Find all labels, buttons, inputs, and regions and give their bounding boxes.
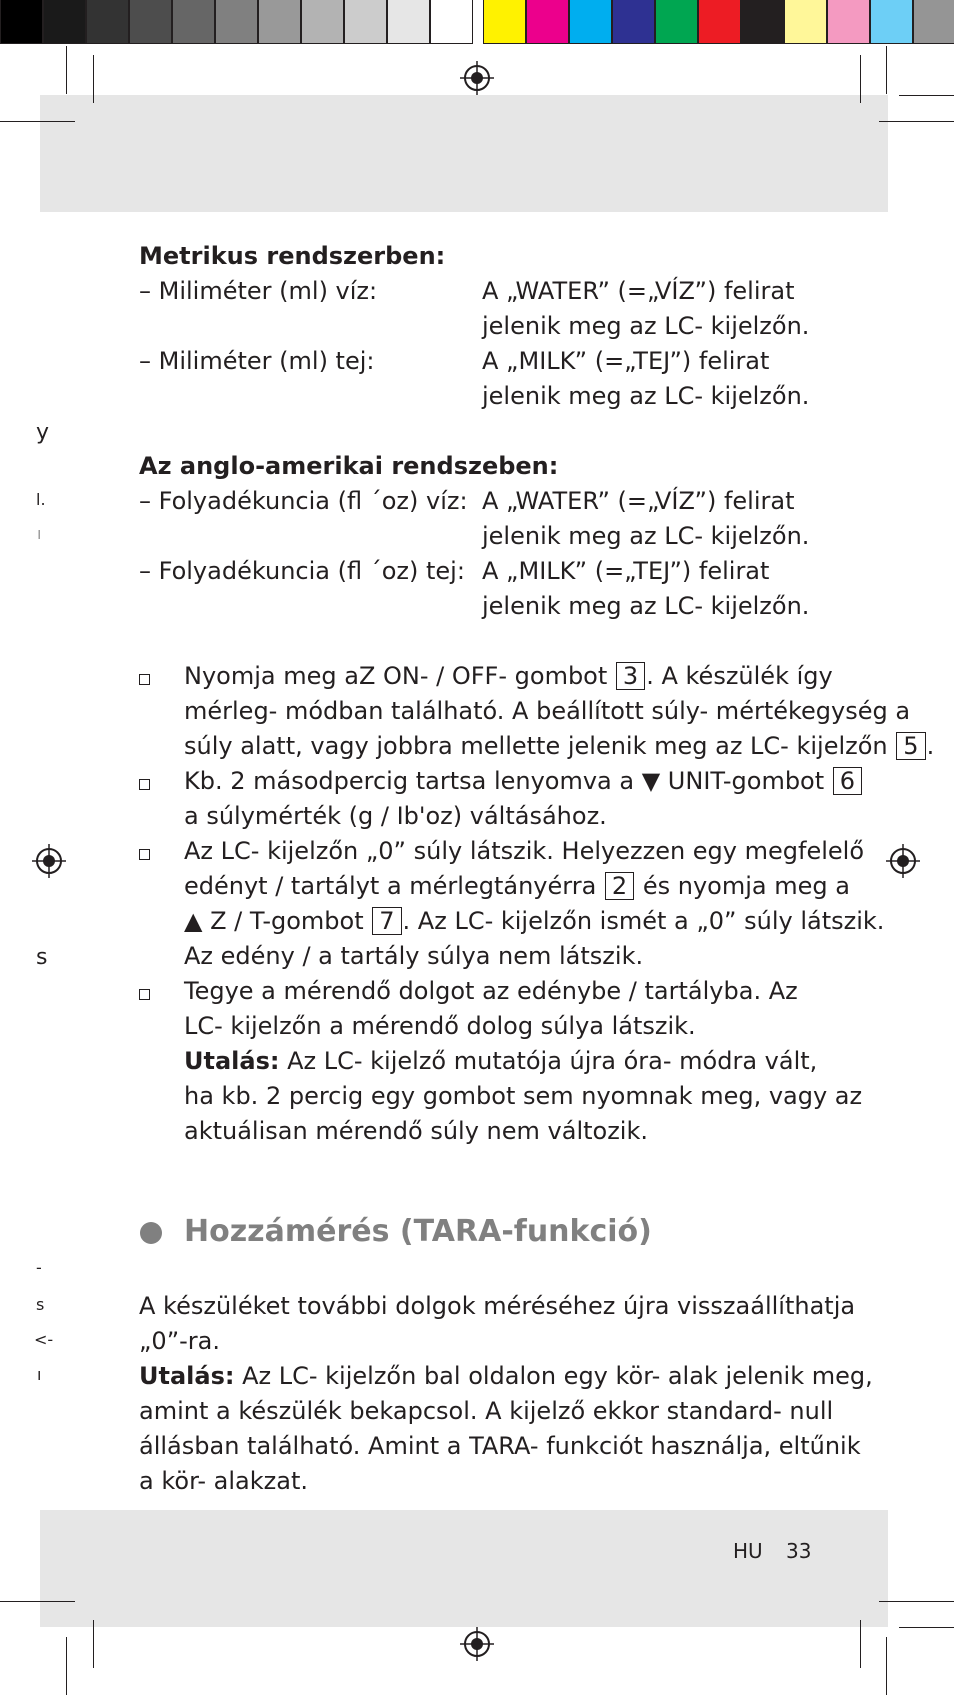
note-label: Utalás: xyxy=(139,1362,235,1390)
greyscale-bar xyxy=(0,0,473,46)
color-swatch xyxy=(526,0,569,44)
color-swatch xyxy=(301,0,344,44)
registration-mark-icon xyxy=(460,1627,494,1661)
color-swatch xyxy=(129,0,172,44)
crop-mark xyxy=(879,121,954,122)
color-swatch xyxy=(387,0,430,44)
part-number-box: 3 xyxy=(616,662,645,690)
step-3-line: Az edény / a tartály súlya nem látszik. xyxy=(184,942,644,970)
registration-mark-icon xyxy=(32,844,66,878)
step-2-line xyxy=(184,764,863,799)
step-4-line: aktuálisan mérendő súly nem változik. xyxy=(184,1117,648,1145)
section-paragraph-line: a kör- alakzat. xyxy=(139,1467,309,1495)
metric-row-value: A „WATER” (=„VÍZ”) felirat xyxy=(482,277,795,305)
footer-language: HU xyxy=(733,1539,763,1563)
margin-fragment: ı xyxy=(37,1365,42,1384)
crop-mark xyxy=(899,1627,954,1628)
color-swatch xyxy=(569,0,612,44)
color-swatch xyxy=(827,0,870,44)
step-text: Kb. 2 másodpercig tartsa lenyomva a ▼ UNIT-gombot xyxy=(184,767,825,795)
crop-mark xyxy=(886,46,887,94)
step-text: Az LC- kijelző mutatója újra óra- módra vált, xyxy=(279,1047,818,1075)
section-paragraph-line: amint a készülék bekapcsol. A kijelző ekkor standard- null xyxy=(139,1397,834,1425)
color-swatch xyxy=(698,0,741,44)
checkbox-bullet-icon xyxy=(139,674,150,685)
step-1-line xyxy=(184,659,833,694)
margin-fragment: <- xyxy=(34,1330,54,1349)
color-swatch xyxy=(655,0,698,44)
metric-row-label: – Miliméter (ml) tej: xyxy=(139,347,375,375)
checkbox-bullet-icon xyxy=(139,779,150,790)
step-text: Nyomja meg aZ ON- / OFF- gombot xyxy=(184,662,608,690)
color-swatch xyxy=(86,0,129,44)
margin-fragment: ı xyxy=(37,524,42,543)
color-swatch xyxy=(43,0,86,44)
step-text: . Az LC- kijelzőn ismét a „0” súly látszik. xyxy=(402,907,885,935)
imperial-row-label: – Folyadékuncia (fl ´oz) víz: xyxy=(139,487,468,515)
checkbox-bullet-icon xyxy=(139,989,150,1000)
registration-mark-icon xyxy=(886,844,920,878)
crop-mark xyxy=(93,1620,94,1668)
margin-fragment: s xyxy=(36,945,48,970)
color-swatch xyxy=(784,0,827,44)
section-bullet-icon xyxy=(140,1222,162,1244)
header-band xyxy=(40,95,888,212)
color-swatch xyxy=(430,0,473,44)
metric-row-label: – Miliméter (ml) víz: xyxy=(139,277,378,305)
color-swatch-bar xyxy=(483,0,954,46)
step-text: és nyomja meg a xyxy=(642,872,850,900)
step-3-line: Az LC- kijelzőn „0” súly látszik. Helyezzen egy megfelelő xyxy=(184,837,865,865)
step-text: . A készülék így xyxy=(646,662,833,690)
part-number-box: 5 xyxy=(896,732,925,760)
step-1-line xyxy=(184,729,934,764)
section-paragraph-line: A készüléket további dolgok méréséhez újra visszaállíthatja xyxy=(139,1292,856,1320)
color-swatch xyxy=(258,0,301,44)
crop-mark xyxy=(0,121,75,122)
margin-fragment: - xyxy=(36,1258,42,1277)
color-swatch xyxy=(344,0,387,44)
color-swatch xyxy=(741,0,784,44)
crop-mark xyxy=(860,55,861,103)
section-heading: Hozzámérés (TARA-funkció) xyxy=(184,1214,652,1249)
metric-row-value: A „MILK” (=„TEJ”) felirat xyxy=(482,347,770,375)
part-number-box: 7 xyxy=(372,907,401,935)
step-3-line xyxy=(184,869,850,904)
imperial-row-label: – Folyadékuncia (fl ´oz) tej: xyxy=(139,557,465,585)
margin-fragment: l. xyxy=(36,490,46,509)
crop-mark xyxy=(66,46,67,94)
part-number-box: 6 xyxy=(833,767,862,795)
color-swatch xyxy=(870,0,913,44)
color-swatch xyxy=(172,0,215,44)
note-text: Az LC- kijelzőn bal oldalon egy kör- alak jelenik meg, xyxy=(234,1362,873,1390)
step-text: edényt / tartályt a mérlegtányérra xyxy=(184,872,597,900)
color-swatch xyxy=(913,0,954,44)
crop-mark xyxy=(899,95,954,96)
crop-mark xyxy=(93,55,94,103)
imperial-row-value: jelenik meg az LC- kijelzőn. xyxy=(482,522,810,550)
registration-mark-icon xyxy=(460,61,494,95)
step-4-line: Tegye a mérendő dolgot az edénybe / tartályba. Az xyxy=(184,977,798,1005)
crop-mark xyxy=(886,1637,887,1695)
imperial-row-value: A „WATER” (=„VÍZ”) felirat xyxy=(482,487,795,515)
color-swatch xyxy=(483,0,526,44)
metric-heading: Metrikus rendszerben: xyxy=(139,242,446,270)
step-text: súly alatt, vagy jobbra mellette jelenik meg az LC- kijelzőn xyxy=(184,732,888,760)
crop-mark xyxy=(66,1637,67,1695)
margin-fragment: s xyxy=(36,1295,45,1314)
metric-row-value: jelenik meg az LC- kijelzőn. xyxy=(482,312,810,340)
part-number-box: 2 xyxy=(605,872,634,900)
step-4-note xyxy=(184,1044,817,1079)
imperial-row-value: jelenik meg az LC- kijelzőn. xyxy=(482,592,810,620)
step-text: ▲ Z / T-gombot xyxy=(184,907,364,935)
crop-mark xyxy=(0,1601,75,1602)
imperial-heading: Az anglo-amerikai rendszeben: xyxy=(139,452,559,480)
note-label: Utalás: xyxy=(184,1047,280,1075)
page-number: 33 xyxy=(786,1539,812,1563)
step-4-line: ha kb. 2 percig egy gombot sem nyomnak meg, vagy az xyxy=(184,1082,863,1110)
step-1-line: mérleg- módban található. A beállított súly- mértékegység a xyxy=(184,697,911,725)
step-text: . xyxy=(926,732,935,760)
color-swatch xyxy=(0,0,43,44)
step-2-line: a súlymérték (g / Ib'oz) váltásához. xyxy=(184,802,607,830)
crop-mark xyxy=(860,1620,861,1668)
section-paragraph-line: állásban található. Amint a TARA- funkciót használja, eltűnik xyxy=(139,1432,861,1460)
imperial-row-value: A „MILK” (=„TEJ”) felirat xyxy=(482,557,770,585)
section-paragraph-line: „0”-ra. xyxy=(139,1327,220,1355)
section-note xyxy=(139,1359,873,1394)
crop-mark xyxy=(879,1601,954,1602)
step-4-line: LC- kijelzőn a mérendő dolog súlya látszik. xyxy=(184,1012,696,1040)
checkbox-bullet-icon xyxy=(139,849,150,860)
step-3-line xyxy=(184,904,884,939)
color-swatch xyxy=(215,0,258,44)
metric-row-value: jelenik meg az LC- kijelzőn. xyxy=(482,382,810,410)
margin-fragment: y xyxy=(36,420,50,445)
color-swatch xyxy=(612,0,655,44)
